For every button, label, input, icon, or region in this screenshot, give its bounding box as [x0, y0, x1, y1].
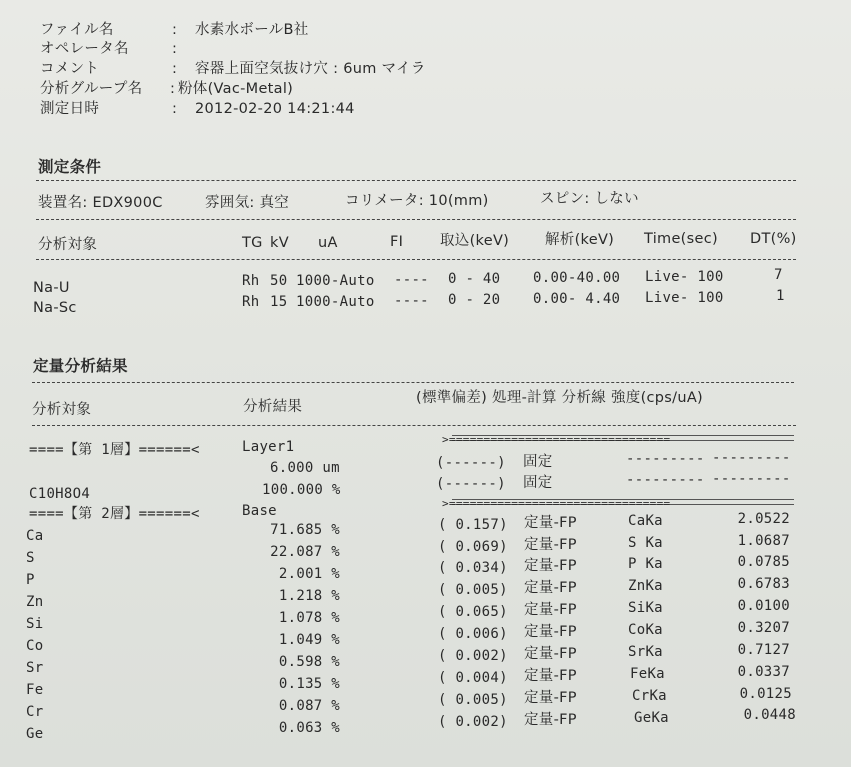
cond-dt: 1	[776, 288, 785, 304]
element-dev: ( 0.034)	[438, 560, 508, 576]
fixed-line: ---------	[626, 472, 705, 488]
col-ana: 解析(keV)	[545, 232, 615, 248]
element-percent: 1.049 %	[278, 632, 340, 648]
element-line: SiKa	[628, 600, 663, 616]
element-line: CaKa	[628, 513, 663, 529]
element-proc: 定量-FP	[524, 690, 577, 706]
cond-kv: 50	[270, 273, 288, 289]
colon: :	[170, 81, 176, 97]
element-percent: 22.087 %	[270, 544, 340, 560]
element-symbol: Co	[26, 638, 44, 654]
results-col-target: 分析対象	[32, 402, 92, 418]
value-datetime: 2012-02-20 14:21:44	[195, 101, 355, 117]
layer2-name: Base	[242, 503, 277, 519]
divider	[32, 425, 796, 426]
cond-target: Na-U	[33, 280, 70, 296]
element-proc: 定量-FP	[524, 668, 577, 684]
element-dev: ( 0.002)	[438, 714, 508, 730]
atmosphere: 雰囲気: 真空	[205, 195, 290, 211]
cond-ana: 0.00-40.00	[533, 270, 621, 286]
col-time: Time(sec)	[644, 231, 718, 247]
cond-ua: 1000-Auto	[296, 294, 375, 310]
layer1-thickness: 6.000 um	[270, 460, 340, 476]
divider	[32, 382, 794, 383]
element-intensity: 0.0125	[739, 686, 792, 702]
results-col-result: 分析結果	[243, 399, 303, 415]
element-intensity: 0.3207	[737, 620, 790, 636]
label-datetime: 測定日時	[40, 101, 100, 117]
cond-ana: 0.00- 4.40	[533, 291, 621, 307]
element-symbol: Ge	[26, 726, 44, 742]
element-line: CrKa	[632, 688, 667, 704]
results-title: 定量分析結果	[33, 357, 128, 375]
compound-percent: 100.000 %	[262, 482, 341, 498]
element-dev: ( 0.004)	[438, 670, 508, 686]
cond-acq: 0 - 20	[448, 292, 501, 308]
element-percent: 1.218 %	[278, 588, 340, 604]
element-intensity: 0.0448	[743, 707, 796, 723]
colon: :	[172, 41, 178, 57]
colon: :	[172, 61, 178, 77]
col-dt: DT(%)	[750, 231, 797, 247]
element-intensity: 0.6783	[737, 576, 790, 592]
label-comment: コメント	[40, 61, 100, 77]
element-intensity: 2.0522	[737, 511, 790, 527]
spin: スピン: しない	[540, 191, 639, 207]
element-intensity: 0.0100	[737, 598, 790, 614]
element-symbol: Zn	[26, 594, 44, 610]
layer1-marker: ====【第 1層】======<	[29, 442, 200, 458]
cond-tg: Rh	[242, 294, 260, 310]
element-percent: 0.087 %	[278, 698, 340, 714]
col-ua: uA	[318, 235, 338, 251]
element-intensity: 0.0337	[737, 664, 790, 680]
element-intensity: 1.0687	[737, 533, 790, 549]
element-proc: 定量-FP	[524, 602, 577, 618]
fixed-dev: (------)	[436, 476, 506, 492]
collimator: コリメータ: 10(mm)	[345, 193, 489, 209]
value-filename: 水素水ボールB社	[195, 22, 309, 38]
fixed-dev: (------)	[436, 455, 506, 471]
element-proc: 定量-FP	[524, 537, 577, 553]
element-line: P Ka	[628, 556, 663, 572]
colon: :	[172, 22, 178, 38]
element-symbol: P	[26, 572, 35, 588]
divider	[36, 219, 796, 220]
element-line: CoKa	[628, 622, 663, 638]
value-comment: 容器上面空気抜け穴 : 6um マイラ	[195, 61, 426, 77]
col-kv: kV	[270, 235, 289, 251]
layer2-marker: ====【第 2層】======<	[29, 506, 200, 522]
element-percent: 0.063 %	[278, 720, 340, 736]
results-col-right: (標準偏差) 処理-計算 分析線 強度(cps/uA)	[416, 390, 704, 406]
label-group: 分析グループ名	[40, 81, 143, 97]
element-line: GeKa	[634, 710, 669, 726]
element-dev: ( 0.002)	[438, 648, 508, 664]
label-filename: ファイル名	[40, 22, 114, 38]
compound: C10H8O4	[29, 486, 91, 502]
col-acq: 取込(keV)	[440, 233, 510, 249]
element-symbol: Sr	[26, 660, 44, 676]
element-percent: 1.078 %	[278, 610, 340, 626]
element-percent: 71.685 %	[270, 522, 340, 538]
element-dev: ( 0.006)	[438, 626, 508, 642]
element-dev: ( 0.005)	[438, 582, 508, 598]
fixed-val: ---------	[712, 471, 791, 487]
cond-dt: 7	[774, 267, 783, 283]
colon: :	[172, 101, 178, 117]
element-line: FeKa	[630, 666, 665, 682]
element-symbol: Ca	[26, 528, 44, 544]
fixed-line: ---------	[626, 451, 705, 467]
divider	[36, 180, 796, 181]
element-proc: 定量-FP	[524, 580, 577, 596]
cond-kv: 15	[270, 294, 288, 310]
element-symbol: Fe	[26, 682, 44, 698]
element-proc: 定量-FP	[524, 712, 577, 728]
element-proc: 定量-FP	[524, 646, 577, 662]
element-proc: 定量-FP	[524, 624, 577, 640]
element-dev: ( 0.069)	[438, 539, 508, 555]
value-group: 粉体(Vac-Metal)	[178, 81, 294, 97]
label-operator: オペレータ名	[40, 41, 129, 57]
layer1-name: Layer1	[242, 439, 295, 455]
element-line: S Ka	[628, 535, 663, 551]
fixed-proc: 固定	[523, 475, 553, 491]
element-proc: 定量-FP	[524, 515, 577, 531]
element-proc: 定量-FP	[524, 558, 577, 574]
element-percent: 0.135 %	[278, 676, 340, 692]
cond-fi: ----	[394, 293, 429, 309]
col-fi: FI	[390, 234, 404, 250]
layer1-right-line: >================================	[442, 433, 671, 446]
cond-time: Live- 100	[645, 269, 724, 285]
element-dev: ( 0.005)	[438, 692, 508, 708]
element-intensity: 0.7127	[737, 642, 790, 658]
conditions-title: 測定条件	[38, 158, 102, 176]
fixed-proc: 固定	[523, 454, 553, 470]
divider	[36, 259, 796, 260]
cond-ua: 1000-Auto	[296, 273, 375, 289]
element-intensity: 0.0785	[737, 554, 790, 570]
element-line: ZnKa	[628, 578, 663, 594]
cond-fi: ----	[394, 272, 429, 288]
cond-acq: 0 - 40	[448, 271, 501, 287]
element-dev: ( 0.157)	[438, 517, 508, 533]
element-symbol: Cr	[26, 704, 44, 720]
element-symbol: Si	[26, 616, 44, 632]
element-percent: 2.001 %	[278, 566, 340, 582]
col-target: 分析対象	[38, 237, 98, 253]
element-symbol: S	[26, 550, 35, 566]
element-line: SrKa	[628, 644, 663, 660]
col-tg: TG	[242, 235, 263, 251]
layer2-right-line: >================================	[442, 497, 671, 510]
element-percent: 0.598 %	[278, 654, 340, 670]
element-dev: ( 0.065)	[438, 604, 508, 620]
cond-tg: Rh	[242, 273, 260, 289]
fixed-val: ---------	[712, 450, 791, 466]
device: 装置名: EDX900C	[38, 195, 163, 211]
cond-time: Live- 100	[645, 290, 724, 306]
cond-target: Na-Sc	[33, 300, 77, 316]
